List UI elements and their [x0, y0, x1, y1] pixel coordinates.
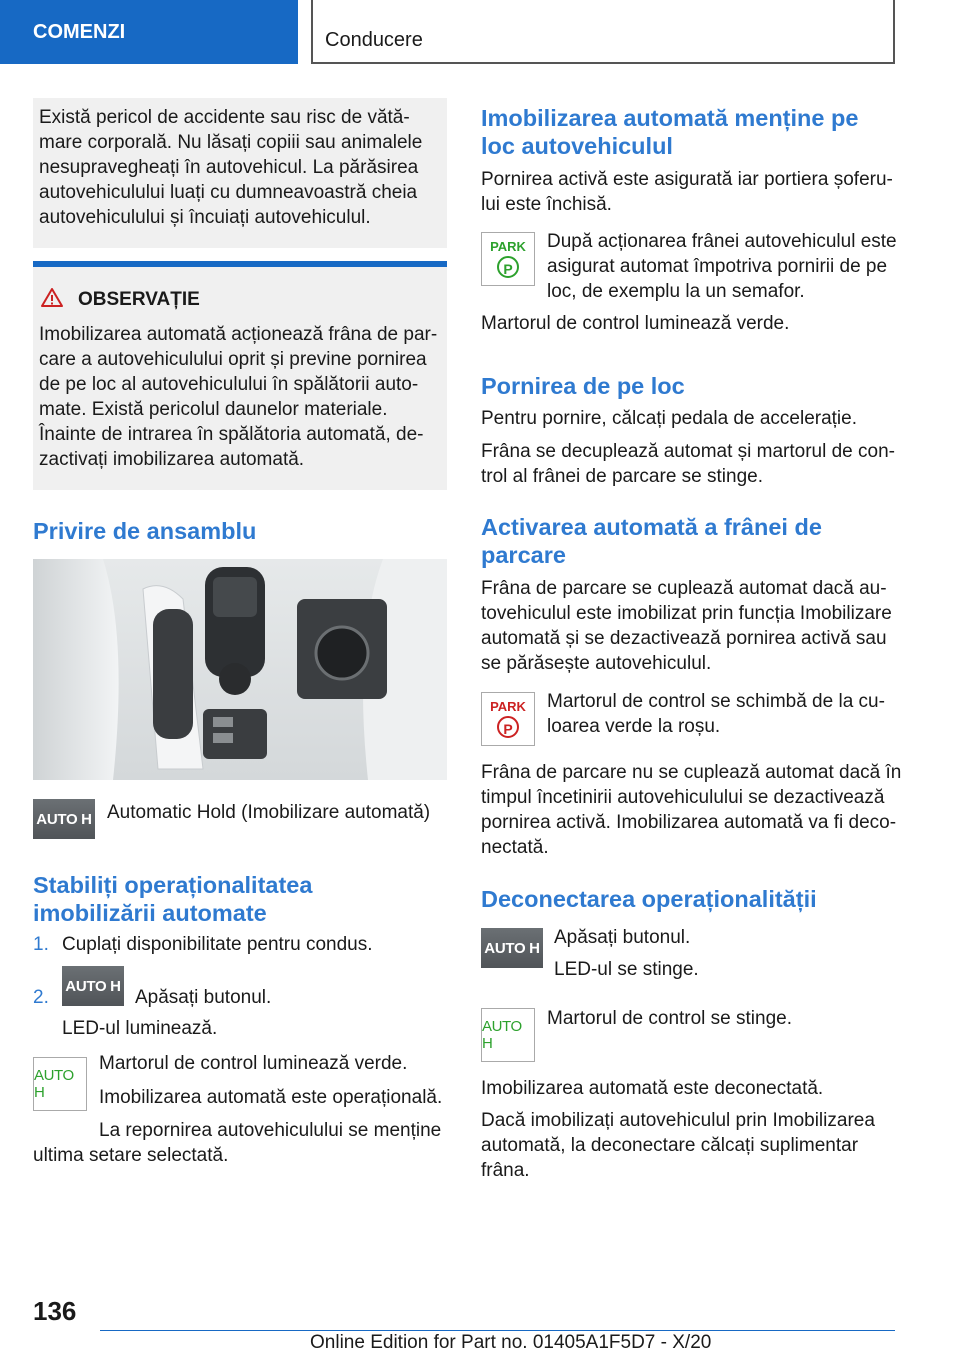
establish-heading-line2: imobilizării automate [33, 900, 267, 926]
section-tab: COMENZI [0, 0, 298, 64]
park-red-icon [481, 692, 535, 746]
disconnect-heading: Deconectarea operaționalității [481, 886, 817, 912]
step2-text: Apăsați butonul. [135, 987, 272, 1008]
step1-text: Cuplați disponibilitate pentru condus. [62, 934, 373, 955]
park-green-line: asigurat automat împotriva pornirii de pe [547, 256, 888, 277]
page-number: 136 [33, 1296, 77, 1326]
notice-title: OBSERVAȚIE [78, 289, 200, 310]
park-label: PARK [490, 699, 526, 714]
disconnect-line: Dacă imobilizați autovehiculul prin Imobilizarea [481, 1110, 875, 1131]
auto-hold-button-icon: AUTO H [33, 799, 95, 839]
restart-line1: La repornirea autovehiculului se menține [99, 1120, 442, 1141]
chapter-title: Conducere [311, 0, 895, 64]
park-green-line: După acționarea frânei autovehiculul este [547, 231, 897, 252]
start-line2a: Frâna se decuplează automat și martorul de con- [481, 441, 895, 462]
auto-hold-indicator-icon: AUTO H [481, 1008, 535, 1062]
park-red-line: Martorul de control se schimbă de la cu- [547, 691, 885, 712]
activation-line: se părăsește autovehiculul. [481, 653, 712, 674]
maintain-intro-line: lui este închisă. [481, 194, 612, 215]
notice-line: Imobilizarea automată acționează frâna de par- [39, 324, 438, 345]
activation-after-line: timpul încetinirii autovehiculului se dezactivează [481, 787, 885, 808]
auto-hold-indicator-icon: AUTO H [33, 1057, 87, 1111]
disconnect-text [481, 1108, 875, 1183]
warning-text [39, 105, 422, 230]
establish-heading [33, 871, 312, 927]
green-indicator-text: Martorul de control luminează verde. [481, 313, 790, 334]
step1-number: 1. [33, 934, 49, 955]
activation-heading [481, 513, 822, 569]
start-line2b: trol al frânei de parcare se stinge. [481, 466, 763, 487]
maintain-heading-line1: Imobilizarea automată menține pe [481, 105, 859, 131]
indicator-green-text: Martorul de control luminează verde. [99, 1053, 408, 1074]
auto-hold-button-icon: AUTO H [481, 928, 543, 968]
maintain-heading [481, 104, 858, 160]
maintain-intro [481, 167, 893, 217]
indicator-off-text: Martorul de control se stinge. [547, 1008, 793, 1029]
notice-line: Înainte de intrarea în spălătoria automată, de- [39, 424, 424, 445]
footer-rule [100, 1330, 895, 1331]
park-letter: P [497, 716, 519, 738]
center-console-image [33, 559, 447, 780]
activation-text [481, 576, 892, 676]
park-green-line: loc, de exemplu la un semafor. [547, 281, 805, 302]
disconnect-press-text: Apăsați butonul. [554, 927, 691, 948]
warning-line: mare corporală. Nu lăsați copiii sau animalele [39, 132, 423, 153]
activation-heading-line2: parcare [481, 542, 566, 568]
overview-caption: Automatic Hold (Imobilizare automată) [107, 802, 431, 823]
warning-line: nesupravegheați în autovehicul. La părăsirea [39, 157, 419, 178]
activation-after-line: Frâna de parcare nu se cuplează automat dacă în [481, 762, 902, 783]
park-red-text [547, 689, 885, 739]
notice-line: zactivați imobilizarea automată. [39, 449, 305, 470]
warning-line: Există pericol de accidente sau risc de vătă- [39, 107, 410, 128]
park-green-text [547, 229, 897, 304]
notice-line: de pe loc al autovehiculului în spălătorii auto- [39, 374, 419, 395]
operational-text: Imobilizarea automată este operațională. [99, 1087, 443, 1108]
restart-line2: ultima setare selectată. [33, 1145, 229, 1166]
disconnect-line1: Imobilizarea automată este deconectată. [481, 1078, 824, 1099]
disconnect-line: automată, la deconectare călcați suplimentar [481, 1135, 859, 1156]
maintain-heading-line2: loc autovehiculul [481, 133, 673, 159]
park-red-line: loarea verde la roșu. [547, 716, 721, 737]
start-heading: Pornirea de pe loc [481, 373, 685, 399]
overview-heading: Privire de ansamblu [33, 518, 257, 544]
warning-line: autovehiculului luați cu dumneavoastră cheia [39, 182, 418, 203]
notice-line: mate. Există pericolul daunelor materiale. [39, 399, 388, 420]
activation-line: Frâna de parcare se cuplează automat dacă au- [481, 578, 887, 599]
edition-text: Online Edition for Part no. 01405A1F5D7 - X/20 [310, 1332, 712, 1353]
led-on-text: LED-ul luminează. [62, 1018, 218, 1039]
step2-number: 2. [33, 987, 49, 1008]
activation-after-line: pornirea activă. Imobilizarea automată va fi deco- [481, 812, 897, 833]
warning-line: autovehiculului și încuiați autovehiculul. [39, 207, 371, 228]
disconnect-line: frâna. [481, 1160, 530, 1181]
park-green-icon [481, 232, 535, 286]
activation-after-text [481, 760, 901, 860]
activation-line: tovehiculul este imobilizat prin funcția Imobilizare [481, 603, 892, 624]
notice-text [39, 322, 437, 472]
park-letter: P [497, 256, 519, 278]
disconnect-led-off-text: LED-ul se stinge. [554, 959, 699, 980]
maintain-intro-line: Pornirea activă este asigurată iar portiera șoferu- [481, 169, 893, 190]
activation-heading-line1: Activarea automată a frânei de [481, 514, 822, 540]
establish-heading-line1: Stabiliți operaționalitatea [33, 872, 313, 898]
activation-line: automată și se dezactivează pornirea activă sau [481, 628, 887, 649]
notice-line: care a autovehiculului oprit și previne pornirea [39, 349, 427, 370]
auto-hold-button-icon: AUTO H [62, 966, 124, 1006]
park-label: PARK [490, 239, 526, 254]
start-line1: Pentru pornire, călcați pedala de accelerație. [481, 408, 858, 429]
activation-after-line: nectată. [481, 837, 549, 858]
warning-triangle-icon [40, 287, 64, 308]
